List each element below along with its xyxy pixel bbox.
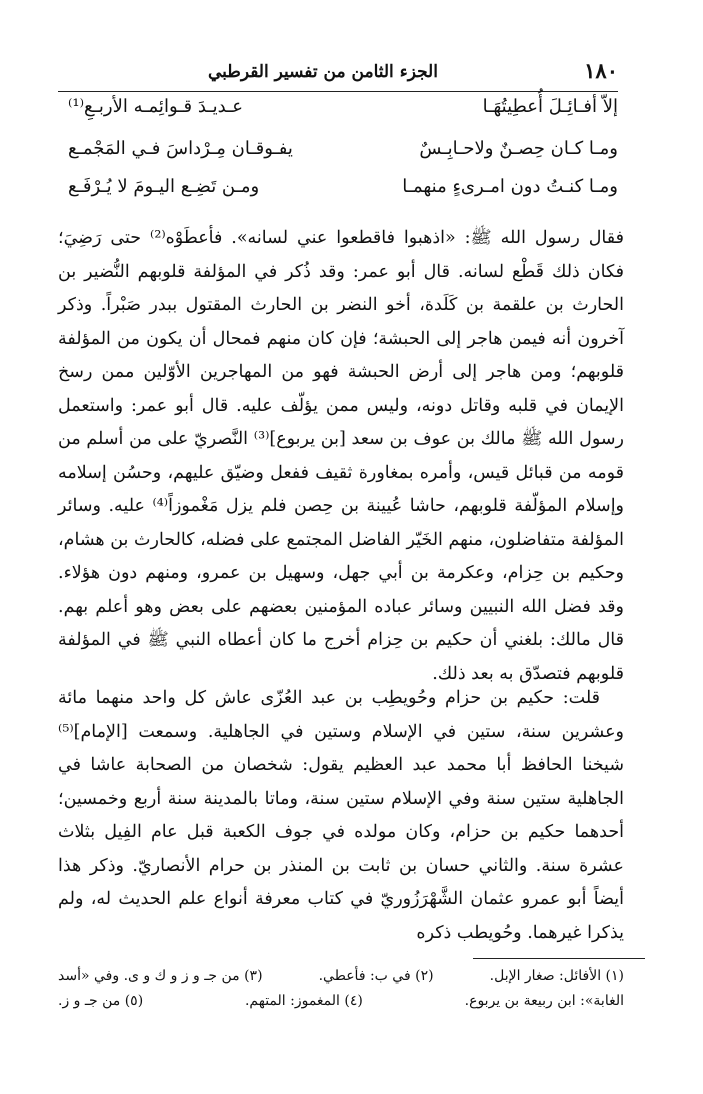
header-rule (58, 91, 618, 92)
verse-first-hemistich: ومـا كنـتُ دون امـرىءٍ منهمـا (402, 176, 618, 197)
footnote-1: (١) الأفائل: صغار الإبل. (489, 968, 624, 984)
footnote-row (58, 964, 624, 989)
verse-line (58, 138, 618, 172)
footnote-3-cont: الغابة»: ابن ربيعة بن يربوع. (464, 993, 624, 1009)
header-title: الجزء الثامن من تفسير القرطبي (208, 62, 438, 82)
footnote-3: (٣) من جـ و ز و ك و ى. وفي «أسد (58, 968, 263, 984)
verse-first-hemistich: إلاّ أفـائِـلَ أُعطِيتُهَـا (482, 96, 618, 117)
paragraph-text: فقال رسول الله ﷺ: «اذهبوا فاقطعوا عني لسانه». فأعطَوْه⁽²⁾ حتى رَضِيَ؛ فكان ذلك قَطْع لسانه. قال أبو عمر: وقد ذُكر في المؤلفة قلوبهم النُّضير بن الحارث بن علقمة بن كَلَدة، أخو النضر بن الحارث المقتول ببدر صَبْراً. وذكر آخرون أنه فيمن هاجر إلى الحبشة؛ فإن كان منهم فمحال أن يكون من المؤلفة قلوبهم؛ ومن هاجر إلى أرض الحبشة فهو من المهاجرين الأوّلين ممن رسخ الإيمان في قلبه وقاتل دونه، وليس ممن يؤلّف عليه. قال أبو عمر: واستعمل رسول الله ﷺ مالك بن عوف بن سعد [بن يربوع]⁽³⁾ النَّصريّ على من أسلم من قومه من قبائل قيس، وأمره بمغاورة ثقيف ففعل وضيّق عليهم، وحسُن إسلامه وإسلام المؤلّفة قلوبهم، حاشا عُيينة بن حِصن فلم يزل مَغْموزاً⁽⁴⁾ عليه. وسائر المؤلفة متفاضلون، منهم الخَيّر الفاضل المجتمع على فضله، كالحارث بن هشام، وحكيم بن حِزام، وعكرمة بن أبي جهل، وسهيل بن عمرو، ومنهم دون هؤلاء. وقد فضل الله النبيين وسائر عباده المؤمنين بعضهم على بعض وهو أعلم بهم. قال مالك: بلغني أن حكيم بن حِزام أخرج ما كان أعطاه النبي ﷺ في المؤلفة قلوبهم فتصدّق به بعد ذلك. (58, 228, 625, 684)
footnote-row (58, 989, 624, 1014)
footnote-5: (٥) من جـ و ز. (58, 993, 144, 1009)
footnotes (58, 964, 624, 1014)
main-paragraph (58, 222, 624, 691)
page-number: ١٨٠ (584, 58, 618, 83)
second-paragraph (58, 682, 624, 950)
running-header (58, 58, 618, 90)
footnote-4: (٤) المغموز: المتهم. (244, 993, 363, 1009)
footnote-rule (473, 958, 645, 959)
paragraph-text: قلت: حكيم بن حزام وحُويطِب بن عبد العُزّى عاش كل واحد منهما مائة وعشرين سنة، ستين في الإسلام وستين في الجاهلية. وسمعت [الإمام]⁽⁵⁾ شيخنا الحافظ أبا محمد عبد العظيم يقول: شخصان من الصحابة عاشا في الجاهلية ستين سنة وفي الإسلام ستين سنة، وماتا بالمدينة سنة أربع وخمسين؛ أحدهما حكيم بن حزام، وكان مولده في جوف الكعبة قبل عام الفِيل بثلاث عشرة سنة. والثاني حسان بن ثابت بن المنذر بن حرام الأنصاريّ. وذكر هذا أيضاً أبو عمرو عثمان الشَّهْرَزُوريّ في كتاب معرفة أنواع علم الحديث له، ولم يذكرا غيرهما. وحُويطب ذكره (58, 688, 624, 943)
verse-line (58, 176, 618, 210)
verse-second-hemistich: يفـوقـان مِـرْداسَ فـي المَجْمـع (68, 138, 293, 159)
footnote-2: (٢) في ب: فأعطي. (318, 968, 434, 984)
verse-second-hemistich: عـديـدَ قـوائِمـه الأربـعِ⁽¹⁾ (68, 96, 244, 117)
verse-first-hemistich: ومـا كـان حِصـنٌ ولاحـابِـسٌ (419, 138, 618, 159)
verse-second-hemistich: ومـن تَضِـع اليـومَ لا يُـرْفَـع (68, 176, 260, 197)
verse-line (58, 96, 618, 130)
